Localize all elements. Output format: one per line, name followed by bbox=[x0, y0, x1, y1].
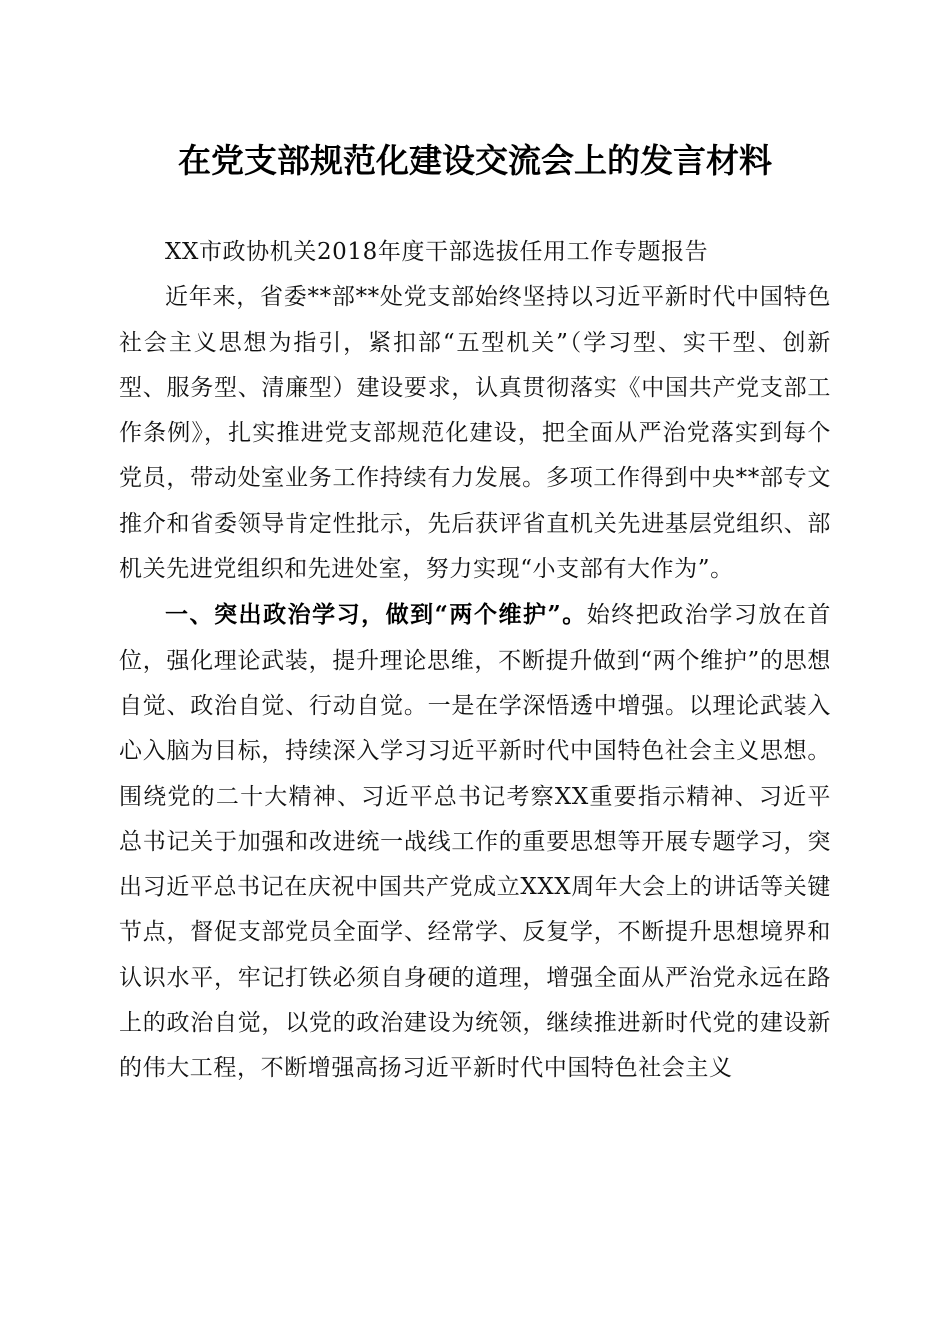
document-title: 在党支部规范化建设交流会上的发言材料 bbox=[178, 141, 772, 180]
section-1-body: 始终把政治学习放在首位，强化理论武装，提升理论思维，不断提升做到“两个维护”的思想自觉、政治自觉、行动自觉。一是在学深悟透中增强。以理论武装入心入脑为目标，持续深入学习习近平新时代中国特色社会主义思想。围绕党的二十大精神、习近平总书记考察XX重要指示精神、习近平总书记关于加强和改进统一战线工作的重要思想等开展专题学习，突出习近平总书记在庆祝中国共产党成立XXX周年大会上的讲话等关键节点，督促支部党员全面学、经常学、反复学，不断提升思想境界和认识水平，牢记打铁必须自身硬的道理，增强全面从严治党永远在路上的政治自觉，以党的政治建设为统领，继续推进新时代党的建设新的伟大工程，不断增强高扬习近平新时代中国特色社会主义 bbox=[119, 602, 831, 1082]
intro-paragraph: 近年来，省委**部**处党支部始终坚持以习近平新时代中国特色社会主义思想为指引，紧扣部“五型机关”（学习型、实干型、创新型、服务型、清廉型）建设要求，认真贯彻落实《中国共产党支部工作条例》，扎实推进党支部规范化建设，把全面从严治党落实到每个党员，带动处室业务工作持续有力发展。多项工作得到中央**部专文推介和省委领导肯定性批示，先后获评省直机关先进基层党组织、部机关先进党组织和先进处室，努力实现“小支部有大作为”。 bbox=[119, 284, 831, 583]
section-1-heading: 一、突出政治学习，做到“两个维护”。 bbox=[165, 601, 587, 629]
document-body bbox=[119, 230, 831, 1092]
section-1-paragraph bbox=[119, 592, 831, 1091]
subtitle-paragraph: XX市政协机关2018年度干部选拔任用工作专题报告 bbox=[165, 239, 709, 265]
